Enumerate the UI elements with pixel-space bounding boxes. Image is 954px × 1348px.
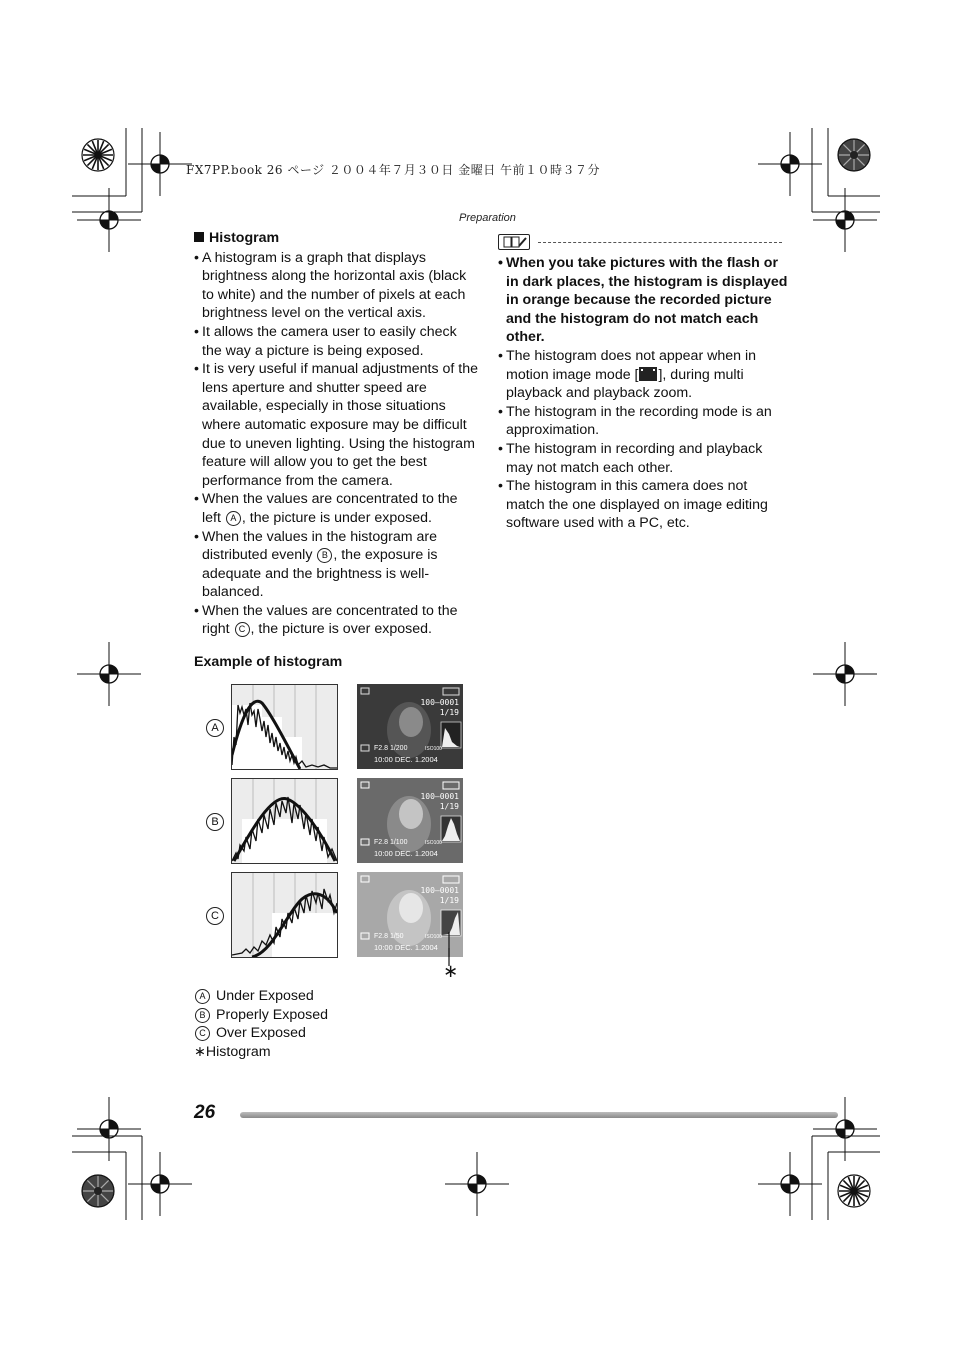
legend xyxy=(194,987,328,1061)
histogram-under-svg xyxy=(232,685,337,769)
list-item: • When the values in the histogram are distributed evenly B , the exposure is adequate and the brightness is well-balanced. xyxy=(194,528,480,602)
exposure-info: F2.8 1/100 xyxy=(374,839,408,846)
file-number: 100–0001 xyxy=(420,886,459,895)
list-item: • When the values are concentrated to the right C , the picture is over exposed. xyxy=(194,602,480,639)
histogram-bullet-list xyxy=(194,249,480,639)
histogram-over-svg xyxy=(232,873,337,957)
row-label-a: A xyxy=(206,719,224,737)
exposure-info: F2.8 1/50 xyxy=(374,933,404,940)
date-time: 10:00 DEC. 1.2004 xyxy=(374,943,438,952)
note-dashed-rule xyxy=(538,242,782,243)
page-number: 26 xyxy=(194,1102,216,1123)
histogram-section xyxy=(194,229,480,639)
date-time: 10:00 DEC. 1.2004 xyxy=(374,849,438,858)
list-item: • The histogram does not appear when in motion image mode [ ], during multi playback and playback zoom. xyxy=(498,347,788,403)
circled-b-mark: B xyxy=(317,548,332,563)
note-pencil-icon xyxy=(499,235,529,249)
motion-film-icon xyxy=(639,367,657,381)
histogram-asterisk: ∗ xyxy=(443,961,459,981)
histogram-graph-over xyxy=(231,872,338,958)
camera-screen-proper xyxy=(357,778,463,863)
list-item: • When you take pictures with the flash or in dark places, the histogram is displayed in orange because the recorded picture and the histogram do not match each other. xyxy=(498,254,788,347)
legend-item-proper: B Properly Exposed xyxy=(194,1006,328,1025)
circled-c-mark: C xyxy=(235,622,250,637)
picture-count: 1/19 xyxy=(439,802,459,811)
circled-a-mark: A xyxy=(226,511,241,526)
list-item: • It is very useful if manual adjustments of the lens aperture and shutter speed are available, especially in those situations where automatic exposure may be difficult due to uneven lighting. Using the histogram feature will allow you to get the best performance from the camera. xyxy=(194,360,480,490)
page-rule xyxy=(240,1112,838,1118)
picture-count: 1/19 xyxy=(439,896,459,905)
iso-info: ISO100 xyxy=(425,934,442,940)
file-number: 100–0001 xyxy=(420,698,459,707)
row-label-c: C xyxy=(206,907,224,925)
iso-info: ISO100 xyxy=(425,746,442,752)
legend-item-over: C Over Exposed xyxy=(194,1024,328,1043)
camera-screen-over xyxy=(357,872,463,957)
iso-info: ISO100 xyxy=(425,840,442,846)
list-item: • When the values are concentrated to the left A , the picture is under exposed. xyxy=(194,490,480,527)
example-heading: Example of histogram xyxy=(194,654,343,670)
picture-count: 1/19 xyxy=(439,708,459,717)
legend-item-histogram: ∗Histogram xyxy=(194,1043,271,1060)
histogram-proper-svg xyxy=(232,779,337,863)
camera-screen-under xyxy=(357,684,463,769)
histogram-heading: Histogram xyxy=(194,229,480,248)
notes-section xyxy=(498,254,788,533)
square-bullet-icon xyxy=(194,232,204,242)
list-item: • The histogram in this camera does not match the one displayed on image editing software used with a PC, etc. xyxy=(498,477,788,533)
date-time: 10:00 DEC. 1.2004 xyxy=(374,755,438,764)
exposure-info: F2.8 1/200 xyxy=(374,745,408,752)
print-header: FX7PP.book 26 ページ ２００４年７月３０日 金曜日 午前１０時３７分 xyxy=(186,163,601,177)
note-icon xyxy=(498,234,530,250)
list-item: • It allows the camera user to easily check the way a picture is being exposed. xyxy=(194,323,480,360)
notes-bullet-list xyxy=(498,254,788,533)
row-label-b: B xyxy=(206,813,224,831)
note-bar xyxy=(498,234,788,250)
list-item: • A histogram is a graph that displays brightness along the horizontal axis (black to white) and the number of pixels at each brightness level on the vertical axis. xyxy=(194,249,480,323)
section-label: Preparation xyxy=(459,212,516,224)
legend-item-under: A Under Exposed xyxy=(194,987,328,1006)
list-item: • The histogram in recording and playback may not match each other. xyxy=(498,440,788,477)
histogram-graph-under xyxy=(231,684,338,770)
histogram-graph-proper xyxy=(231,778,338,864)
file-number: 100–0001 xyxy=(420,792,459,801)
list-item: • The histogram in the recording mode is an approximation. xyxy=(498,403,788,440)
